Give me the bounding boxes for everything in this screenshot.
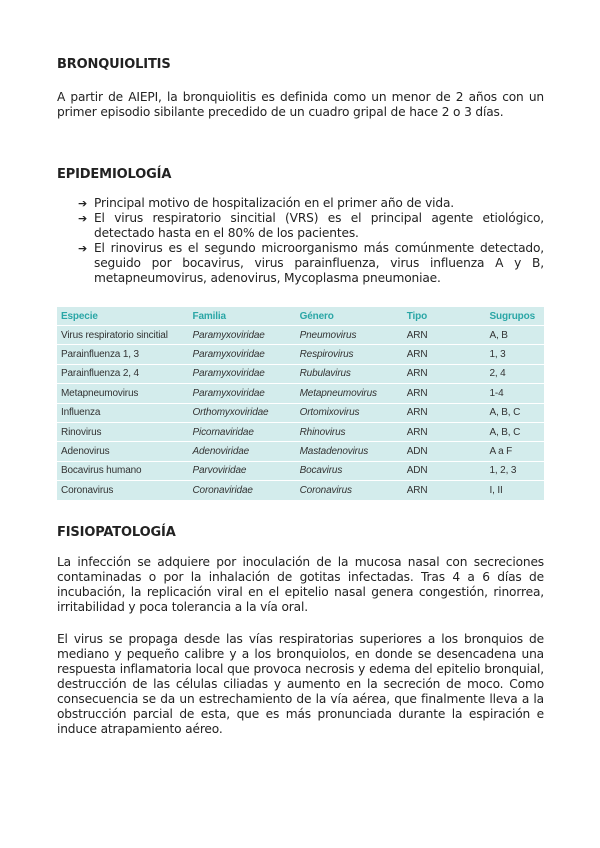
table-cell: A, B, C bbox=[486, 403, 544, 422]
table-cell: A, B bbox=[486, 326, 544, 345]
table-row bbox=[57, 403, 544, 422]
table-cell: ARN bbox=[403, 403, 486, 422]
table-cell: I, II bbox=[486, 481, 544, 500]
table-cell: ADN bbox=[403, 442, 486, 461]
intro-paragraph: A partir de AIEPI, la bronquiolitis es definida como un menor de 2 años con un primer episodio sibilante precedido de un cuadro gripal de hace 2 o 3 días. bbox=[57, 90, 544, 119]
table-cell: Paramyxoviridae bbox=[188, 326, 295, 345]
table-cell: Adenovirus bbox=[57, 442, 188, 461]
table-cell: Influenza bbox=[57, 403, 188, 422]
column-header: Género bbox=[299, 310, 334, 322]
table-row bbox=[57, 442, 544, 461]
table-cell: Orthomyxoviridae bbox=[188, 403, 295, 422]
table-cell: Coronaviridae bbox=[188, 481, 295, 500]
table-cell: Virus respiratorio sincitial bbox=[57, 326, 188, 345]
table-row bbox=[57, 481, 544, 500]
list-item: ➔ El rinovirus es el segundo microorganismo más comúnmente detectado, seguido por bocavirus, virus parainfluenza, virus influenza A y B, metapneumovirus, adenovirus, Mycoplasma pneumoniae. bbox=[78, 241, 544, 286]
pathophysiology-paragraph-2: El virus se propaga desde las vías respiratorias superiores a los bronquios de mediano y pequeño calibre y a los bronquiolos, en donde se desencadena una respuesta inflamatoria local que provoca necrosis y edema del epitelio bronquial, destrucción de las células ciliadas y aumento en la secreción de moco. Como consecuencia se da un estrechamiento de la vía aérea, que finalmente lleva a la obstrucción parcial de esta, que es más pronunciada durante la espiración e induce atrapamiento aéreo. bbox=[57, 632, 544, 736]
table-cell: A a F bbox=[486, 442, 544, 461]
table-cell: ARN bbox=[403, 384, 486, 403]
table-cell: Paramyxoviridae bbox=[188, 345, 295, 364]
table-cell: Respirovirus bbox=[296, 345, 403, 364]
page-title: BRONQUIOLITIS bbox=[57, 57, 171, 72]
pathophysiology-heading: FISIOPATOLOGÍA bbox=[57, 525, 176, 540]
table-cell: 1, 2, 3 bbox=[486, 461, 544, 480]
column-header: Familia bbox=[192, 310, 226, 322]
table-cell: Coronavirus bbox=[57, 481, 188, 500]
column-header: Tipo bbox=[406, 310, 428, 322]
table-cell: ARN bbox=[403, 422, 486, 441]
table-cell: ARN bbox=[403, 345, 486, 364]
table-cell: Pneumovirus bbox=[296, 326, 403, 345]
table-cell: 1-4 bbox=[486, 384, 544, 403]
table-cell: A, B, C bbox=[486, 422, 544, 441]
column-header: Sugrupos bbox=[489, 310, 535, 322]
table-cell: Rhinovirus bbox=[296, 422, 403, 441]
table-cell: Parainfluenza 2, 4 bbox=[57, 364, 188, 383]
column-header: Especie bbox=[61, 310, 98, 322]
table-cell: Adenoviridae bbox=[188, 442, 295, 461]
table-cell: Picornaviridae bbox=[188, 422, 295, 441]
table-row bbox=[57, 384, 544, 403]
table-cell: Metapneumovirus bbox=[57, 384, 188, 403]
table-cell: ARN bbox=[403, 481, 486, 500]
pathophysiology-paragraph-1: La infección se adquiere por inoculación de la mucosa nasal con secreciones contaminadas o por la inhalación de gotitas infectadas. Tras 4 a 6 días de incubación, la replicación viral en el epitelio nasal genera congestión, rinorrea, irritabilidad y poca tolerancia a la vía oral. bbox=[57, 555, 544, 614]
table-row bbox=[57, 364, 544, 383]
table-cell: Bocavirus humano bbox=[57, 461, 188, 480]
epidemiology-list bbox=[78, 196, 544, 286]
list-item: ➔ El virus respiratorio sincitial (VRS) es el principal agente etiológico, detectado hasta en el 80% de los pacientes. bbox=[78, 211, 544, 241]
table-row bbox=[57, 461, 544, 480]
virus-table bbox=[57, 307, 544, 500]
table-cell: ADN bbox=[403, 461, 486, 480]
table-cell: ARN bbox=[403, 364, 486, 383]
table-cell: ARN bbox=[403, 326, 486, 345]
table-cell: Parainfluenza 1, 3 bbox=[57, 345, 188, 364]
table-cell: Parvoviridae bbox=[188, 461, 295, 480]
table-cell: Bocavirus bbox=[296, 461, 403, 480]
table-cell: 1, 3 bbox=[486, 345, 544, 364]
list-item: ➔ Principal motivo de hospitalización en el primer año de vida. bbox=[78, 196, 544, 211]
table-row bbox=[57, 345, 544, 364]
table-row bbox=[57, 326, 544, 345]
table-cell: Coronavirus bbox=[296, 481, 403, 500]
table-cell: Ortomixovirus bbox=[296, 403, 403, 422]
table-cell: Rubulavirus bbox=[296, 364, 403, 383]
table-cell: Metapneumovirus bbox=[296, 384, 403, 403]
table-cell: Paramyxoviridae bbox=[188, 384, 295, 403]
table-row bbox=[57, 422, 544, 441]
table-cell: Rinovirus bbox=[57, 422, 188, 441]
epidemiology-heading: EPIDEMIOLOGÍA bbox=[57, 167, 172, 182]
table-cell: 2, 4 bbox=[486, 364, 544, 383]
table-cell: Mastadenovirus bbox=[296, 442, 403, 461]
table-cell: Paramyxoviridae bbox=[188, 364, 295, 383]
